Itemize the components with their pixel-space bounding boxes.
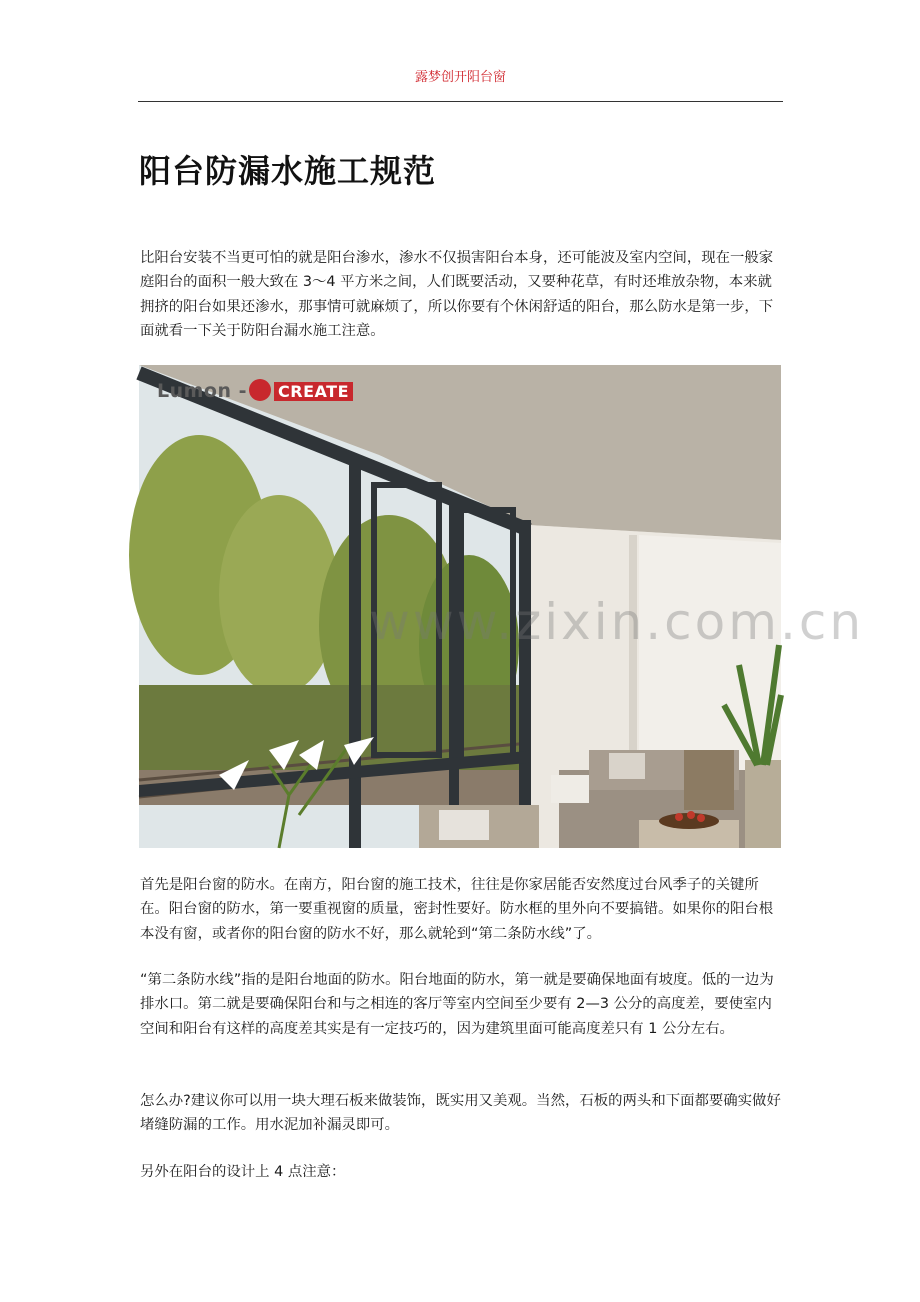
paragraph-design-notes: 另外在阳台的设计上 4 点注意：: [140, 1164, 346, 1180]
header-divider: [138, 101, 783, 102]
logo-mark: [249, 379, 271, 401]
page-header: 露梦创开阳台窗: [414, 70, 506, 85]
brand-logo: [157, 379, 353, 402]
logo-lumon-text: Lumon -: [157, 380, 248, 402]
logo-create-text: CREATE: [274, 382, 353, 401]
image-watermark: www.zixin.com.cn: [369, 593, 865, 651]
balcony-photo: [139, 365, 865, 848]
paragraph-marble-suggestion: 怎么办?建议你可以用一块大理石板来做装饰，既实用又美观。当然，石板的两头和下面都要确实做好堵缝防漏的工作。用水泥加补漏灵即可。: [140, 1093, 781, 1134]
paragraph-floor-waterproofing: “第二条防水线”指的是阳台地面的防水。阳台地面的防水，第一就是要确保地面有坡度。低的一边为排水口。第二就是要确保阳台和与之相连的客厅等室内空间至少要有 2—3 公分的高度差，要使室内空间和阳台有这样的高度差其实是有一定技巧的，因为建筑里面可能高度差只有 1 公分左右。: [140, 972, 774, 1037]
paragraph-window-waterproofing: 首先是阳台窗的防水。在南方，阳台窗的施工技术，往往是你家居能否安然度过台风季子的关键所在。阳台窗的防水，第一要重视窗的质量，密封性要好。防水框的里外向不要搞错。如果你的阳台根本没有窗，或者你的阳台窗的防水不好，那么就轮到“第二条防水线”了。: [140, 877, 774, 942]
document-title: 阳台防漏水施工规范: [139, 152, 437, 190]
paragraph-intro: 比阳台安装不当更可怕的就是阳台渗水，渗水不仅损害阳台本身，还可能波及室内空间，现在一般家庭阳台的面积一般大致在 3～4 平方米之间，人们既要活动，又要种花草，有时还堆放杂物，本来就拥挤的阳台如果还渗水，那事情可就麻烦了，所以你要有个休闲舒适的阳台，那么防水是第一步，下面就看一下关于防阳台漏水施工注意。: [140, 250, 774, 340]
